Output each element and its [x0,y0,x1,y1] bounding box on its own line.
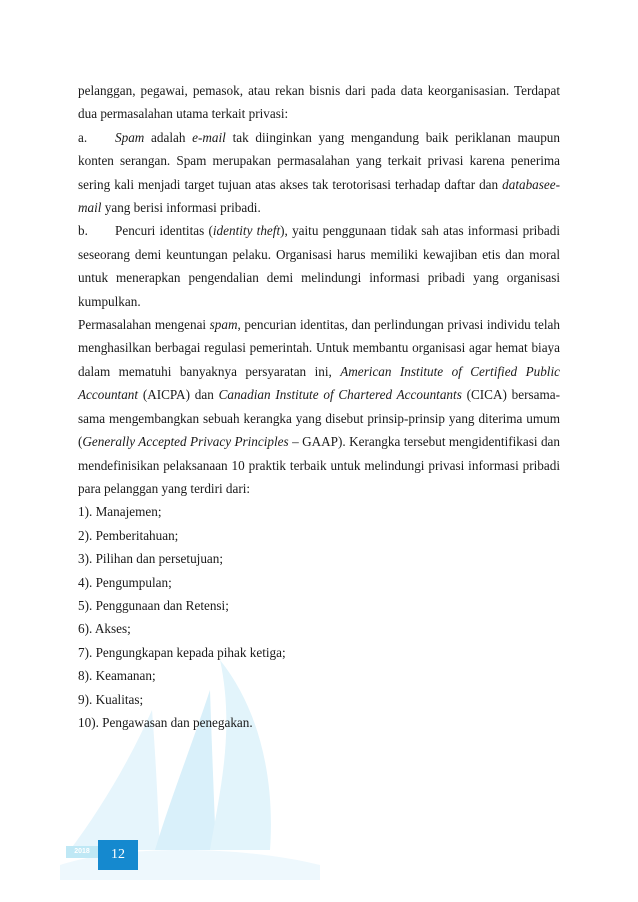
list-item: 6). Akses; [78,621,131,637]
text-run: Pencuri identitas ( [115,223,213,239]
gapp-principles-list [78,500,560,734]
text-run: yang berisi informasi pribadi. [101,200,261,216]
item-b-text [78,219,560,313]
text-run: (CICA) bersama-sama mengembangkan sebuah kerangka yang disebut prinsip-prinsip yang diterima umum ( [78,387,560,450]
italic-text-run: Generally Accepted Privacy Principles [82,434,289,450]
list-item: 9). Kualitas; [78,691,144,707]
text-run: (AICPA) dan [138,387,219,403]
paragraph-intro [78,79,560,126]
item-b-body [78,223,560,308]
item-a-letter: a. [78,129,88,145]
item-b-letter: b. [78,223,88,239]
italic-text-run: databasee-mail [78,176,560,216]
text-run: adalah [144,129,193,145]
list-item: 5). Penggunaan dan Retensi; [78,597,229,613]
item-a-body [78,130,560,215]
paragraph-regulation [78,313,560,500]
italic-text-run: spam [209,317,238,333]
list-item: 3). Pilihan dan persetujuan; [78,551,224,567]
italic-text-run: Spam [115,129,145,145]
italic-text-run: identity theft [212,223,281,239]
list-item: 7). Pengungkapan kepada pihak ketiga; [78,644,286,660]
italic-text-run: e-mail [192,129,226,145]
text-run: ), yaitu penggunaan tidak sah atas informasi pribadi seseorang demi keuntungan pelaku. Organisasi harus memiliki kewajiban etis dan moral untuk menerapkan pengendalian demi melindungi informasi pribadi yang organisasi kumpulkan. [78,223,561,309]
page-number: 12 [98,840,138,870]
footer-year-badge: 2018 [66,846,98,858]
list-item-b [78,219,560,313]
text-run: pelanggan, pegawai, pemasok, atau rekan bisnis dari pada data keorganisasian. Terdapat dua permasalahan utama terkait privasi: [78,83,560,122]
list-item-a [78,126,560,220]
list-item: 8). Keamanan; [78,668,156,684]
list-item: 1). Manajemen; [78,504,162,520]
list-item: 10). Pengawasan dan penegakan. [78,714,253,730]
list-item: 4). Pengumpulan; [78,574,172,590]
list-item: 2). Pemberitahuan; [78,527,179,543]
body-text [78,79,560,734]
text-run: tak diinginkan yang mengandung baik periklanan maupun konten serangan. Spam merupakan permasalahan yang terkait privasi karena penerima sering kali menjadi target tujuan atas akses tak terotorisasi terhadap daftar dan [78,129,560,192]
text-run: Permasalahan mengenai [78,317,210,333]
text-run: – GAAP). Kerangka tersebut mengidentifikasi dan mendefinisikan pelaksanaan 10 praktik terbaik untuk melindungi privasi informasi pribadi para pelanggan yang terdiri dari: [78,434,560,496]
italic-text-run: Canadian Institute of Chartered Accountants [218,387,462,403]
italic-text-run: American Institute of Certified Public Accountant [78,363,560,403]
item-a-text [78,126,560,220]
text-run: , pencurian identitas, dan perlindungan privasi individu telah menghasilkan berbagai regulasi pemerintah. Untuk membantu organisasi agar hemat biaya dalam mematuhi banyaknya persyaratan ini, [78,317,560,379]
